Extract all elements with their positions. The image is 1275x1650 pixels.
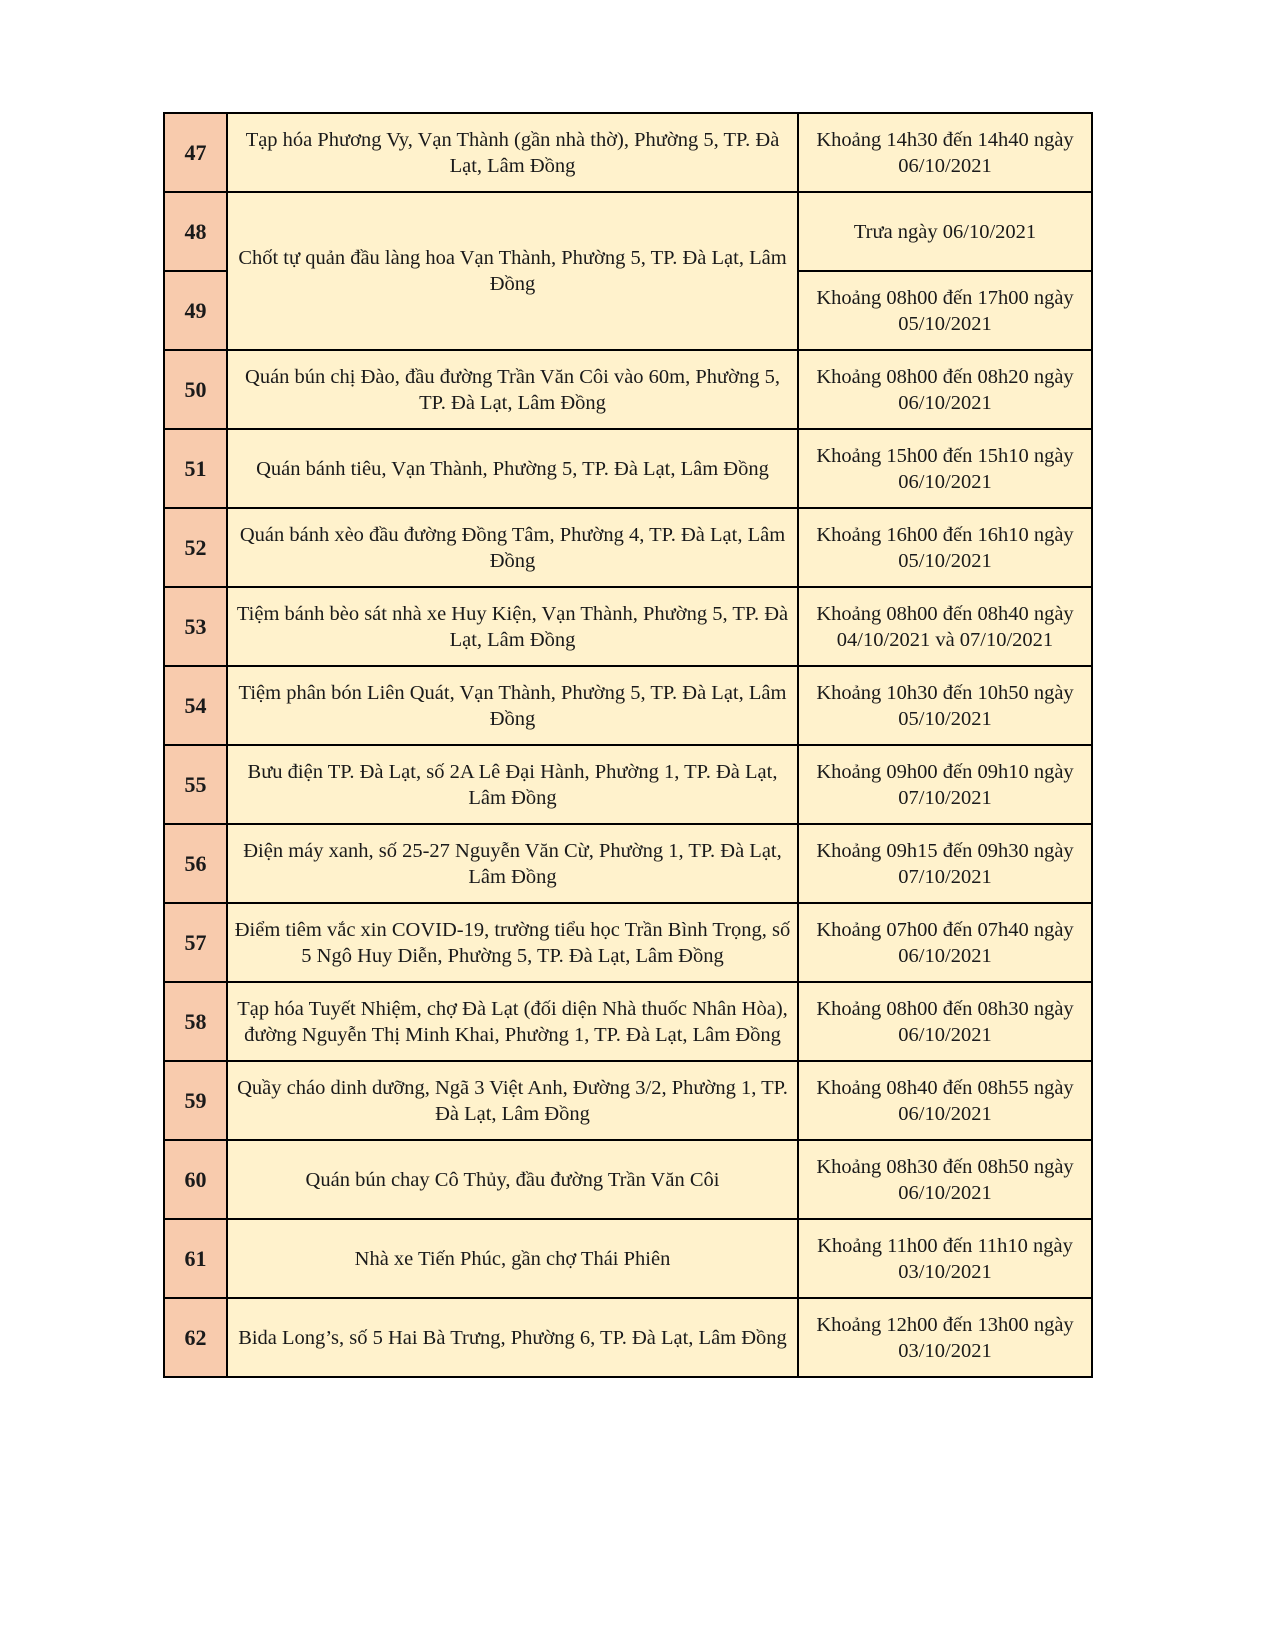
row-number: 47 xyxy=(164,113,227,192)
location-cell: Quán bún chay Cô Thủy, đầu đường Trần Văn Côi xyxy=(227,1140,798,1219)
table-row xyxy=(164,824,1092,903)
table-row xyxy=(164,1140,1092,1219)
location-cell: Quán bún chị Đào, đầu đường Trần Văn Côi vào 60m, Phường 5, TP. Đà Lạt, Lâm Đồng xyxy=(227,350,798,429)
location-cell: Điện máy xanh, số 25-27 Nguyễn Văn Cừ, Phường 1, TP. Đà Lạt, Lâm Đồng xyxy=(227,824,798,903)
table-row xyxy=(164,1219,1092,1298)
row-number: 51 xyxy=(164,429,227,508)
location-cell: Quầy cháo dinh dưỡng, Ngã 3 Việt Anh, Đường 3/2, Phường 1, TP. Đà Lạt, Lâm Đồng xyxy=(227,1061,798,1140)
table-row xyxy=(164,508,1092,587)
location-cell: Quán bánh xèo đầu đường Đồng Tâm, Phường 4, TP. Đà Lạt, Lâm Đồng xyxy=(227,508,798,587)
time-cell: Khoảng 07h00 đến 07h40 ngày 06/10/2021 xyxy=(798,903,1092,982)
row-number: 61 xyxy=(164,1219,227,1298)
location-cell: Bưu điện TP. Đà Lạt, số 2A Lê Đại Hành, Phường 1, TP. Đà Lạt, Lâm Đồng xyxy=(227,745,798,824)
row-number: 55 xyxy=(164,745,227,824)
time-cell: Khoảng 09h15 đến 09h30 ngày 07/10/2021 xyxy=(798,824,1092,903)
location-cell: Tạp hóa Phương Vy, Vạn Thành (gần nhà thờ), Phường 5, TP. Đà Lạt, Lâm Đồng xyxy=(227,113,798,192)
location-cell: Tiệm bánh bèo sát nhà xe Huy Kiện, Vạn Thành, Phường 5, TP. Đà Lạt, Lâm Đồng xyxy=(227,587,798,666)
time-cell: Khoảng 12h00 đến 13h00 ngày 03/10/2021 xyxy=(798,1298,1092,1377)
row-number: 54 xyxy=(164,666,227,745)
time-cell: Khoảng 14h30 đến 14h40 ngày 06/10/2021 xyxy=(798,113,1092,192)
location-cell: Nhà xe Tiến Phúc, gần chợ Thái Phiên xyxy=(227,1219,798,1298)
row-number: 50 xyxy=(164,350,227,429)
location-cell: Chốt tự quản đầu làng hoa Vạn Thành, Phường 5, TP. Đà Lạt, Lâm Đồng xyxy=(227,192,798,350)
location-cell: Điểm tiêm vắc xin COVID-19, trường tiểu học Trần Bình Trọng, số 5 Ngô Huy Diễn, Phường 5, TP. Đà Lạt, Lâm Đồng xyxy=(227,903,798,982)
time-cell: Khoảng 08h00 đến 08h20 ngày 06/10/2021 xyxy=(798,350,1092,429)
location-cell: Tạp hóa Tuyết Nhiệm, chợ Đà Lạt (đối diện Nhà thuốc Nhân Hòa), đường Nguyễn Thị Minh Khai, Phường 1, TP. Đà Lạt, Lâm Đồng xyxy=(227,982,798,1061)
table-row xyxy=(164,982,1092,1061)
row-number: 59 xyxy=(164,1061,227,1140)
row-number: 60 xyxy=(164,1140,227,1219)
time-cell: Trưa ngày 06/10/2021 xyxy=(798,192,1092,271)
table-row xyxy=(164,1298,1092,1377)
table-row xyxy=(164,429,1092,508)
table-row xyxy=(164,903,1092,982)
time-cell: Khoảng 16h00 đến 16h10 ngày 05/10/2021 xyxy=(798,508,1092,587)
time-cell: Khoảng 08h00 đến 08h40 ngày 04/10/2021 và 07/10/2021 xyxy=(798,587,1092,666)
table-row xyxy=(164,192,1092,271)
time-cell: Khoảng 11h00 đến 11h10 ngày 03/10/2021 xyxy=(798,1219,1092,1298)
row-number: 57 xyxy=(164,903,227,982)
location-cell: Tiệm phân bón Liên Quát, Vạn Thành, Phường 5, TP. Đà Lạt, Lâm Đồng xyxy=(227,666,798,745)
time-cell: Khoảng 09h00 đến 09h10 ngày 07/10/2021 xyxy=(798,745,1092,824)
row-number: 52 xyxy=(164,508,227,587)
table-row xyxy=(164,745,1092,824)
row-number: 56 xyxy=(164,824,227,903)
row-number: 62 xyxy=(164,1298,227,1377)
time-cell: Khoảng 08h00 đến 08h30 ngày 06/10/2021 xyxy=(798,982,1092,1061)
table-row xyxy=(164,587,1092,666)
row-number: 58 xyxy=(164,982,227,1061)
table-row xyxy=(164,350,1092,429)
location-cell: Quán bánh tiêu, Vạn Thành, Phường 5, TP. Đà Lạt, Lâm Đồng xyxy=(227,429,798,508)
time-cell: Khoảng 08h30 đến 08h50 ngày 06/10/2021 xyxy=(798,1140,1092,1219)
table-row xyxy=(164,666,1092,745)
time-cell: Khoảng 10h30 đến 10h50 ngày 05/10/2021 xyxy=(798,666,1092,745)
time-cell: Khoảng 15h00 đến 15h10 ngày 06/10/2021 xyxy=(798,429,1092,508)
locations-table xyxy=(163,112,1093,1378)
location-cell: Bida Long’s, số 5 Hai Bà Trưng, Phường 6, TP. Đà Lạt, Lâm Đồng xyxy=(227,1298,798,1377)
row-number: 48 xyxy=(164,192,227,271)
time-cell: Khoảng 08h00 đến 17h00 ngày 05/10/2021 xyxy=(798,271,1092,350)
time-cell: Khoảng 08h40 đến 08h55 ngày 06/10/2021 xyxy=(798,1061,1092,1140)
row-number: 49 xyxy=(164,271,227,350)
table-row xyxy=(164,113,1092,192)
table-row xyxy=(164,1061,1092,1140)
row-number: 53 xyxy=(164,587,227,666)
